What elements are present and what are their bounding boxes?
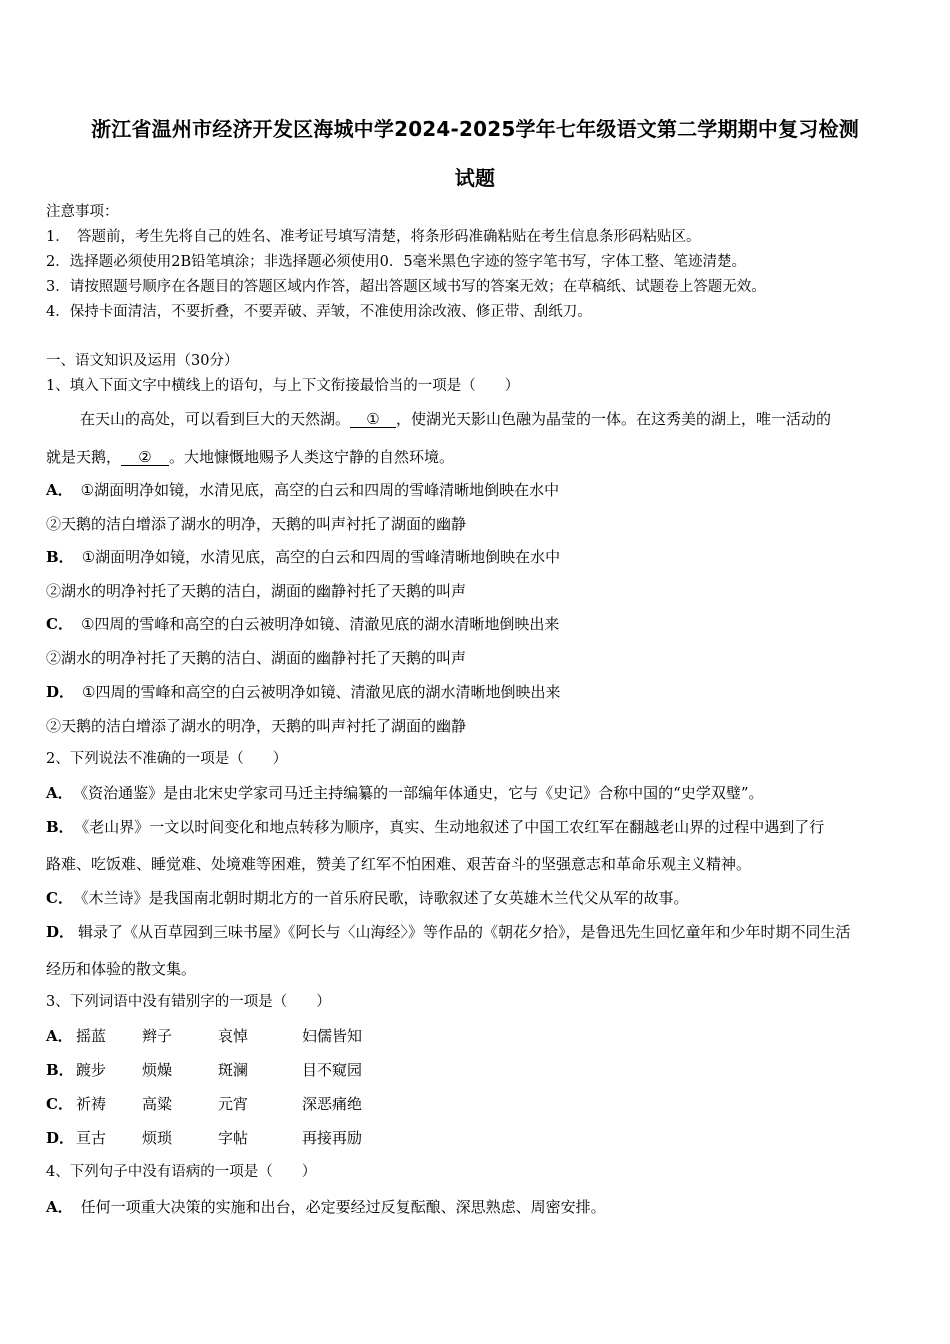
q1-passage-part4: 。大地慷慨地赐予人类这宁静的自然环境。	[169, 448, 455, 466]
q4-option-a[interactable]	[46, 1197, 606, 1217]
q1-option-b-line2: ②湖水的明净衬托了天鹅的洁白，湖面的幽静衬托了天鹅的叫声	[46, 582, 467, 600]
q1-option-c[interactable]	[46, 614, 559, 634]
q2-option-b-text2: 路难、吃饭难、睡觉难、处境难等困难，赞美了红军不怕困难、艰苦奋斗的坚强意志和革命乐观主义精神。	[46, 855, 752, 873]
q3-option-b[interactable]	[46, 1060, 392, 1080]
q2-option-b[interactable]	[46, 817, 824, 837]
q1-option-d-line2: ②天鹅的洁白增添了湖水的明净，天鹅的叫声衬托了湖面的幽静	[46, 717, 467, 735]
q3-option-a-word: 妇儒皆知	[302, 1027, 363, 1045]
q3-option-b-letter: B．	[46, 1061, 74, 1079]
q1-passage-line1	[80, 409, 831, 429]
q1-option-c-letter: C．	[46, 615, 73, 633]
q3-option-c-word: 高粱	[142, 1095, 173, 1113]
q2-option-a-letter: A．	[46, 784, 73, 802]
q3-option-a-word: 哀悼	[218, 1027, 249, 1045]
q2-option-a-text: 《资治通鉴》是由北宋史学家司马迁主持编纂的一部编年体通史，它与《史记》合称中国的“史学双璧”。	[80, 784, 764, 802]
q1-passage-part1: 在天山的高处，可以看到巨大的天然湖。	[80, 410, 351, 428]
q2-stem: 2、下列说法不准确的一项是（ ）	[46, 751, 288, 767]
section1-heading: 一、语文知识及运用（30分）	[46, 353, 239, 369]
q3-option-c[interactable]	[46, 1094, 392, 1114]
q1-passage-part3: 就是天鹅，	[46, 448, 122, 466]
q3-option-a-word: 辫子	[142, 1027, 173, 1045]
q3-stem: 3、下列词语中没有错别字的一项是（ ）	[46, 994, 331, 1010]
q1-option-d[interactable]	[46, 682, 560, 702]
q3-option-b-word: 斑澜	[218, 1061, 249, 1079]
document-title-line1: 浙江省温州市经济开发区海城中学2024-2025学年七年级语文第二学期期中复习检测	[91, 117, 859, 141]
q2-option-d-text: 辑录了《从百草园到三味书屋》《阿长与〈山海经〉》等作品的《朝花夕拾》，是鲁迅先生回忆童年和少年时期不同生活	[78, 923, 851, 941]
q1-option-d-letter: D．	[46, 683, 75, 701]
q2-option-d-letter: D．	[46, 923, 75, 941]
q1-option-b-letter: B．	[46, 548, 74, 566]
q3-option-d-word: 字帖	[218, 1129, 249, 1147]
q1-option-b-line1: ①湖面明净如镜，水清见底，高空的白云和四周的雪峰清晰地倒映在水中	[81, 548, 561, 566]
q4-stem: 4、下列句子中没有语病的一项是（ ）	[46, 1164, 317, 1180]
q1-option-a-letter: A．	[46, 481, 73, 499]
notes-item-1: 1． 答题前，考生先将自己的姓名、准考证号填写清楚，将条形码准确粘贴在考生信息条形码粘贴区。	[46, 229, 701, 245]
q4-option-a-letter: A．	[46, 1198, 73, 1216]
q1-stem: 1、填入下面文字中横线上的语句，与上下文衔接最恰当的一项是（ ）	[46, 378, 520, 394]
q1-blank-2: ②	[121, 449, 169, 466]
q3-option-c-word: 祈祷	[76, 1095, 107, 1113]
q2-option-c-letter: C．	[46, 889, 73, 907]
q1-blank-1: ①	[350, 411, 396, 428]
q1-option-c-line1: ①四周的雪峰和高空的白云被明净如镜、清澈见底的湖水清晰地倒映出来	[80, 615, 560, 633]
q1-option-d-line1: ①四周的雪峰和高空的白云被明净如镜、清澈见底的湖水清晰地倒映出来	[82, 683, 561, 701]
q2-option-b-letter: B．	[46, 818, 74, 836]
q2-option-c-text: 《木兰诗》是我国南北朝时期北方的一首乐府民歌，诗歌叙述了女英雄木兰代父从军的故事。	[80, 889, 689, 907]
q2-option-a[interactable]	[46, 783, 763, 803]
q1-option-a-line2: ②天鹅的洁白增添了湖水的明净，天鹅的叫声衬托了湖面的幽静	[46, 515, 467, 533]
q1-option-b[interactable]	[46, 547, 560, 567]
notes-heading: 注意事项：	[46, 204, 119, 220]
notes-item-3: 3．请按照题号顺序在各题目的答题区域内作答，超出答题区域书写的答案无效；在草稿纸、试题卷上答题无效。	[46, 279, 766, 295]
q3-option-d-word: 亘古	[76, 1129, 107, 1147]
q2-option-d[interactable]	[46, 922, 851, 942]
q1-passage-line2	[46, 447, 454, 467]
q3-option-d-word: 烦琐	[142, 1129, 173, 1147]
q2-option-c[interactable]	[46, 888, 688, 908]
q1-option-a-line1: ①湖面明净如镜，水清见底，高空的白云和四周的雪峰清晰地倒映在水中	[80, 481, 560, 499]
q3-option-d[interactable]	[46, 1128, 392, 1148]
q3-option-d-word: 再接再励	[302, 1129, 363, 1147]
q3-option-a-letter: A．	[46, 1027, 73, 1045]
q2-option-b-text: 《老山界》一文以时间变化和地点转移为顺序，真实、生动地叙述了中国工农红军在翻越老山界的过程中遇到了行	[81, 818, 825, 836]
notes-item-4: 4．保持卡面清洁，不要折叠，不要弄破、弄皱，不准使用涂改液、修正带、刮纸刀。	[46, 304, 592, 320]
document-title-line2: 试题	[454, 166, 496, 190]
q1-option-a[interactable]	[46, 480, 559, 500]
q3-option-c-word: 深恶痛绝	[302, 1095, 363, 1113]
q3-option-c-letter: C．	[46, 1095, 73, 1113]
q3-option-b-word: 踱步	[76, 1061, 107, 1079]
notes-item-2: 2．选择题必须使用2B铅笔填涂；非选择题必须使用0．5毫米黑色字迹的签字笔书写，字体工整、笔迹清楚。	[46, 254, 747, 270]
q1-passage-part2: ，使湖光天影山色融为晶莹的一体。在这秀美的湖上，唯一活动的	[396, 410, 832, 428]
q1-option-c-line2: ②湖水的明净衬托了天鹅的洁白、湖面的幽静衬托了天鹅的叫声	[46, 649, 467, 667]
q3-option-a[interactable]	[46, 1026, 392, 1046]
q3-option-a-word: 摇蓝	[76, 1027, 107, 1045]
q2-option-d-text2: 经历和体验的散文集。	[46, 960, 197, 978]
q3-option-b-word: 烦燥	[142, 1061, 173, 1079]
q3-option-c-word: 元宵	[218, 1095, 249, 1113]
q4-option-a-text: 任何一项重大决策的实施和出台，必定要经过反复酝酿、深思熟虑、周密安排。	[80, 1198, 606, 1216]
q3-option-b-word: 目不窥园	[302, 1061, 363, 1079]
q3-option-d-letter: D．	[46, 1129, 75, 1147]
